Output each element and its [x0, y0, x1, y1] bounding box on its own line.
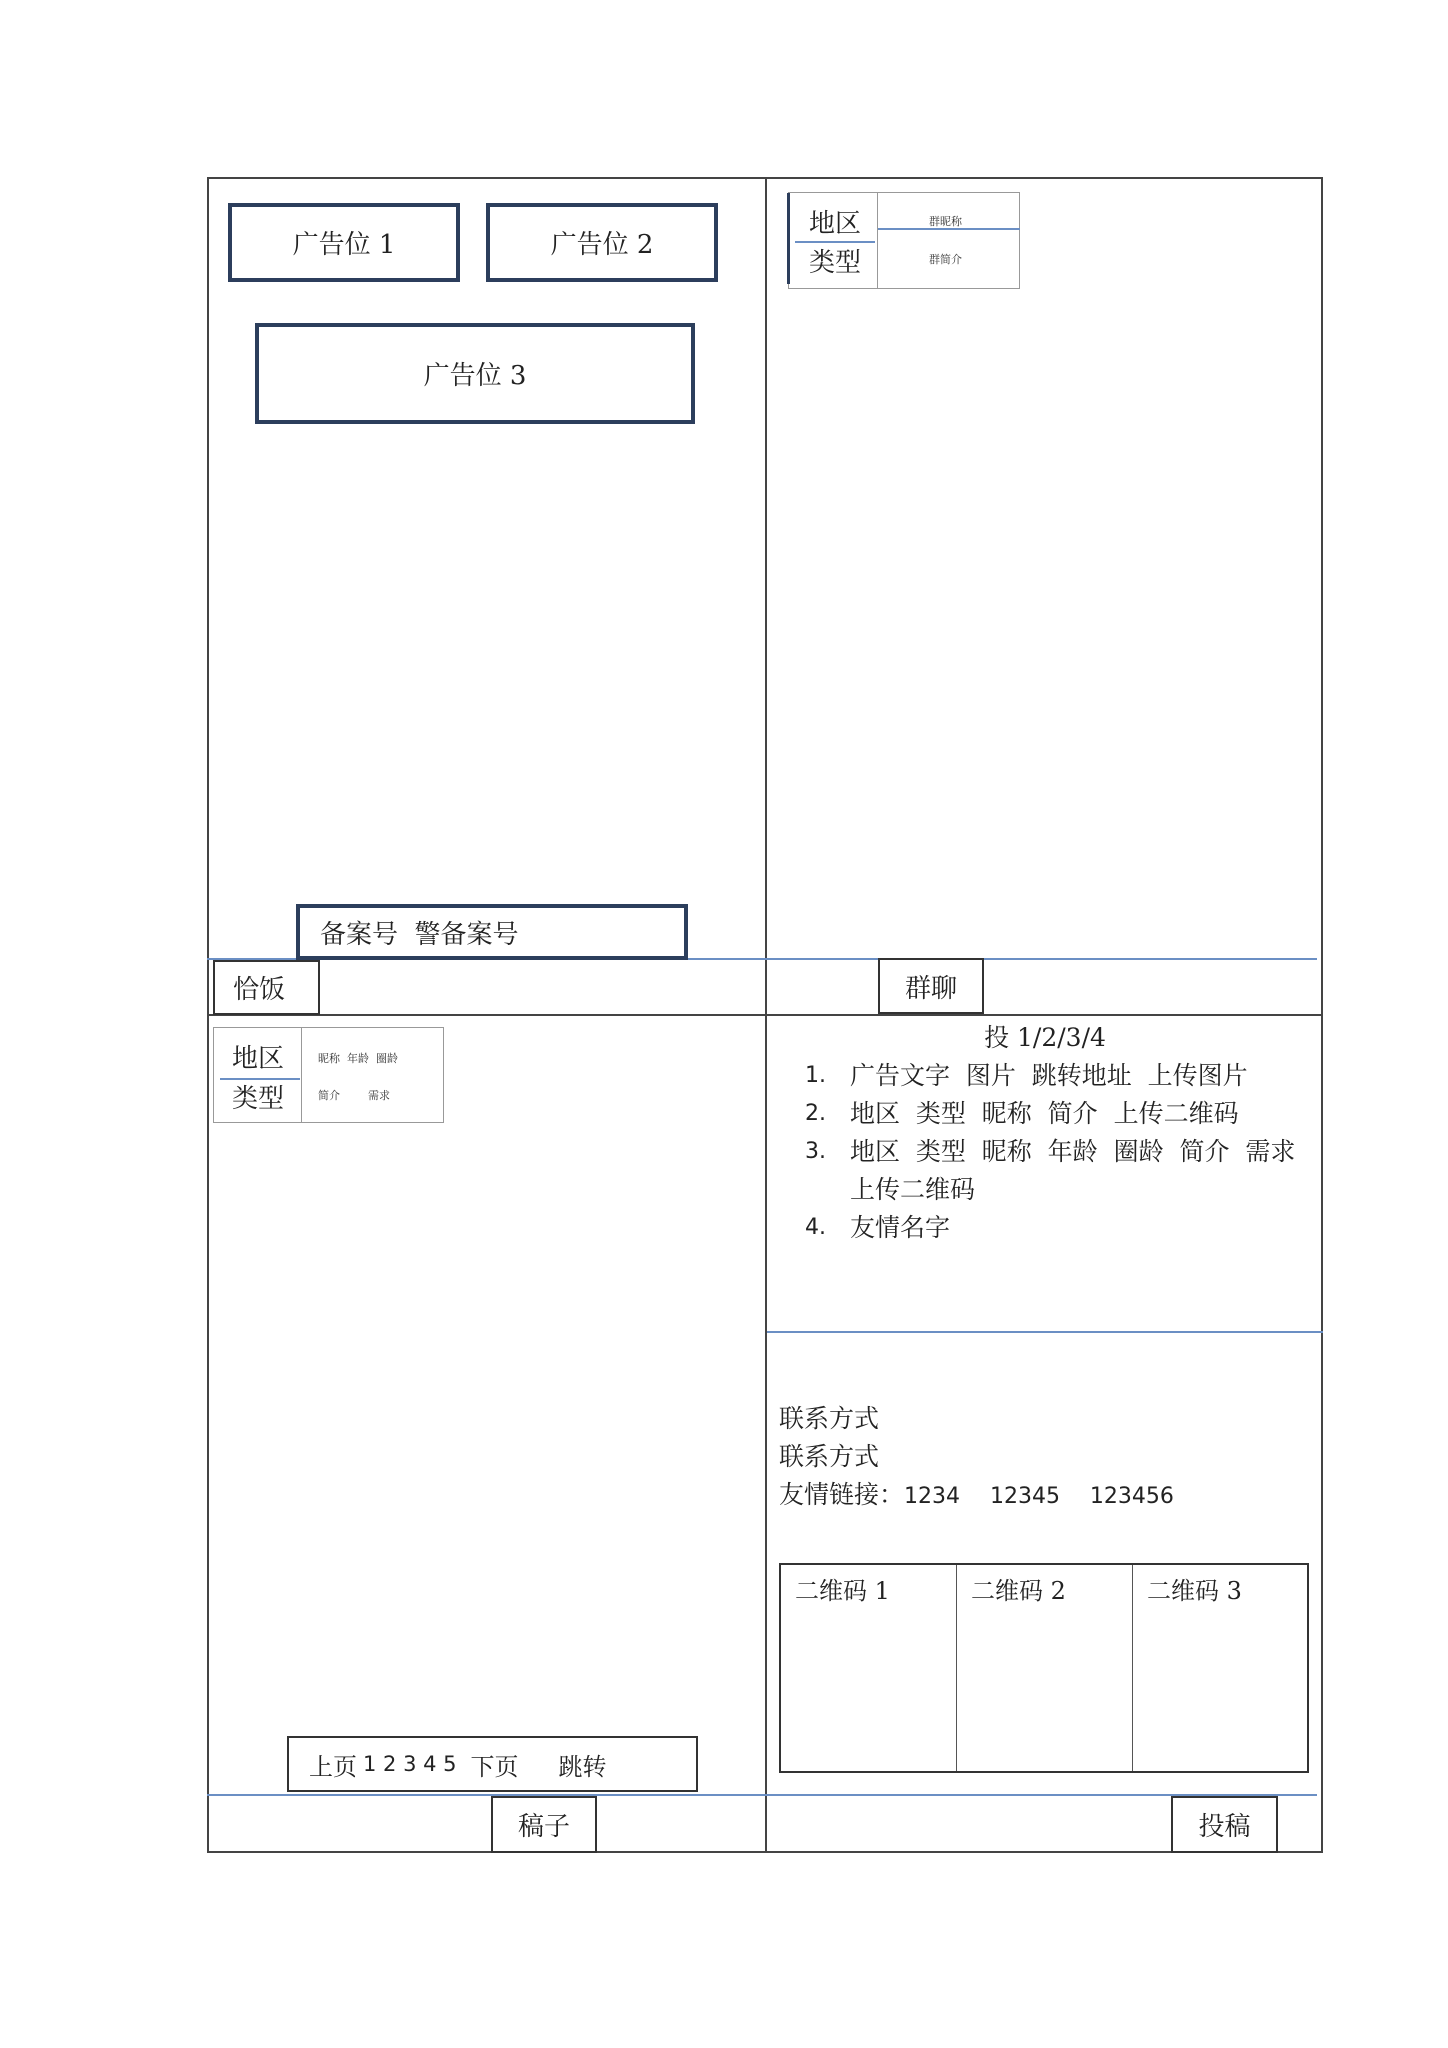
ad-slot-3-label: 广告位 3 [423, 361, 527, 391]
submit-item-3-cont-text: 上传二维码 [850, 1175, 976, 1204]
qrcode-2[interactable]: 二维码 2 [971, 1577, 1066, 1605]
submit-item-1 [805, 1057, 1325, 1095]
qrcode-divider-1 [956, 1565, 957, 1771]
contact-line-1: 联系方式 [779, 1404, 880, 1433]
submit-list [805, 1057, 1325, 1247]
icp-box [296, 904, 688, 960]
ad-slot-2-label: 广告位 2 [550, 230, 654, 260]
tab-tougao[interactable] [1171, 1796, 1278, 1853]
submit-item-3-cont-num [805, 1171, 850, 1209]
submit-item-4-text: 友情名字 [850, 1213, 951, 1242]
friend-link-1[interactable]: 1234 [904, 1484, 961, 1509]
qrcode-box [779, 1563, 1309, 1773]
contact-line-2: 联系方式 [779, 1442, 880, 1471]
bottom-blue-line [207, 1794, 1317, 1796]
person-card-region: 地区 [232, 1044, 285, 1074]
submit-item-3-text: 地区 类型 昵称 年龄 圈龄 简介 需求 [850, 1137, 1296, 1166]
group-card-type: 类型 [809, 248, 862, 278]
pager [287, 1736, 698, 1792]
tab-qiafan-label: 恰饭 [233, 975, 286, 1005]
ad-slot-3[interactable] [255, 323, 695, 424]
qrcode-divider-2 [1132, 1565, 1133, 1771]
pager-pages[interactable]: 1 2 3 4 5 [363, 1752, 457, 1776]
pager-jump[interactable]: 跳转 [558, 1752, 607, 1781]
submit-item-3-num: 3. [805, 1139, 826, 1164]
submit-item-2-num: 2. [805, 1101, 826, 1126]
submit-item-1-num: 1. [805, 1063, 826, 1088]
person-card-row2: 简介 需求 [318, 1089, 390, 1102]
tab-gaozi[interactable] [491, 1796, 597, 1853]
friend-link-3[interactable]: 123456 [1089, 1484, 1174, 1509]
submit-item-1-text: 广告文字 图片 跳转地址 上传图片 [850, 1061, 1248, 1090]
group-card[interactable] [788, 192, 1020, 289]
pager-prev[interactable]: 上页 [309, 1752, 357, 1781]
tab-qunliao-label: 群聊 [904, 973, 957, 1004]
right-blue-line [767, 1331, 1323, 1333]
group-card-intro: 群简介 [929, 253, 962, 266]
submit-item-3 [805, 1133, 1325, 1171]
friend-links [779, 1476, 1319, 1516]
icp-text: 备案号 警备案号 [320, 919, 519, 950]
submit-title [767, 1020, 1323, 1056]
friend-link-2[interactable]: 12345 [989, 1484, 1060, 1509]
submit-item-2-text: 地区 类型 昵称 简介 上传二维码 [850, 1099, 1239, 1128]
mid-divider [207, 1014, 1323, 1016]
group-card-region: 地区 [809, 209, 862, 239]
qrcode-1[interactable]: 二维码 1 [795, 1577, 890, 1605]
person-card-type: 类型 [232, 1084, 285, 1114]
pager-next[interactable]: 下页 [470, 1752, 519, 1781]
person-card-row1: 昵称 年龄 圈龄 [318, 1052, 398, 1065]
submit-item-4 [805, 1209, 1325, 1247]
tab-qiafan[interactable] [213, 960, 320, 1015]
ad-slot-2[interactable] [486, 203, 718, 282]
submit-item-2 [805, 1095, 1325, 1133]
group-card-nickname: 群昵称 [929, 215, 962, 228]
friend-links-label: 友情链接： [779, 1480, 905, 1509]
group-card-left-bar [787, 193, 790, 284]
person-card-divider [301, 1028, 302, 1122]
submit-title-text: 投 1/2/3/4 [984, 1023, 1106, 1052]
submit-item-4-num: 4. [805, 1215, 826, 1240]
person-card[interactable] [213, 1027, 444, 1123]
group-card-divider [877, 193, 878, 288]
ad-slot-1-label: 广告位 1 [292, 230, 396, 260]
tab-tougao-label: 投稿 [1198, 1812, 1251, 1842]
contact-block [779, 1400, 1319, 1516]
qrcode-3[interactable]: 二维码 3 [1147, 1577, 1242, 1605]
tab-gaozi-label: 稿子 [517, 1812, 570, 1842]
ad-slot-1[interactable] [228, 203, 460, 282]
tab-qunliao[interactable] [878, 958, 984, 1014]
submit-item-3-cont [805, 1171, 1325, 1209]
